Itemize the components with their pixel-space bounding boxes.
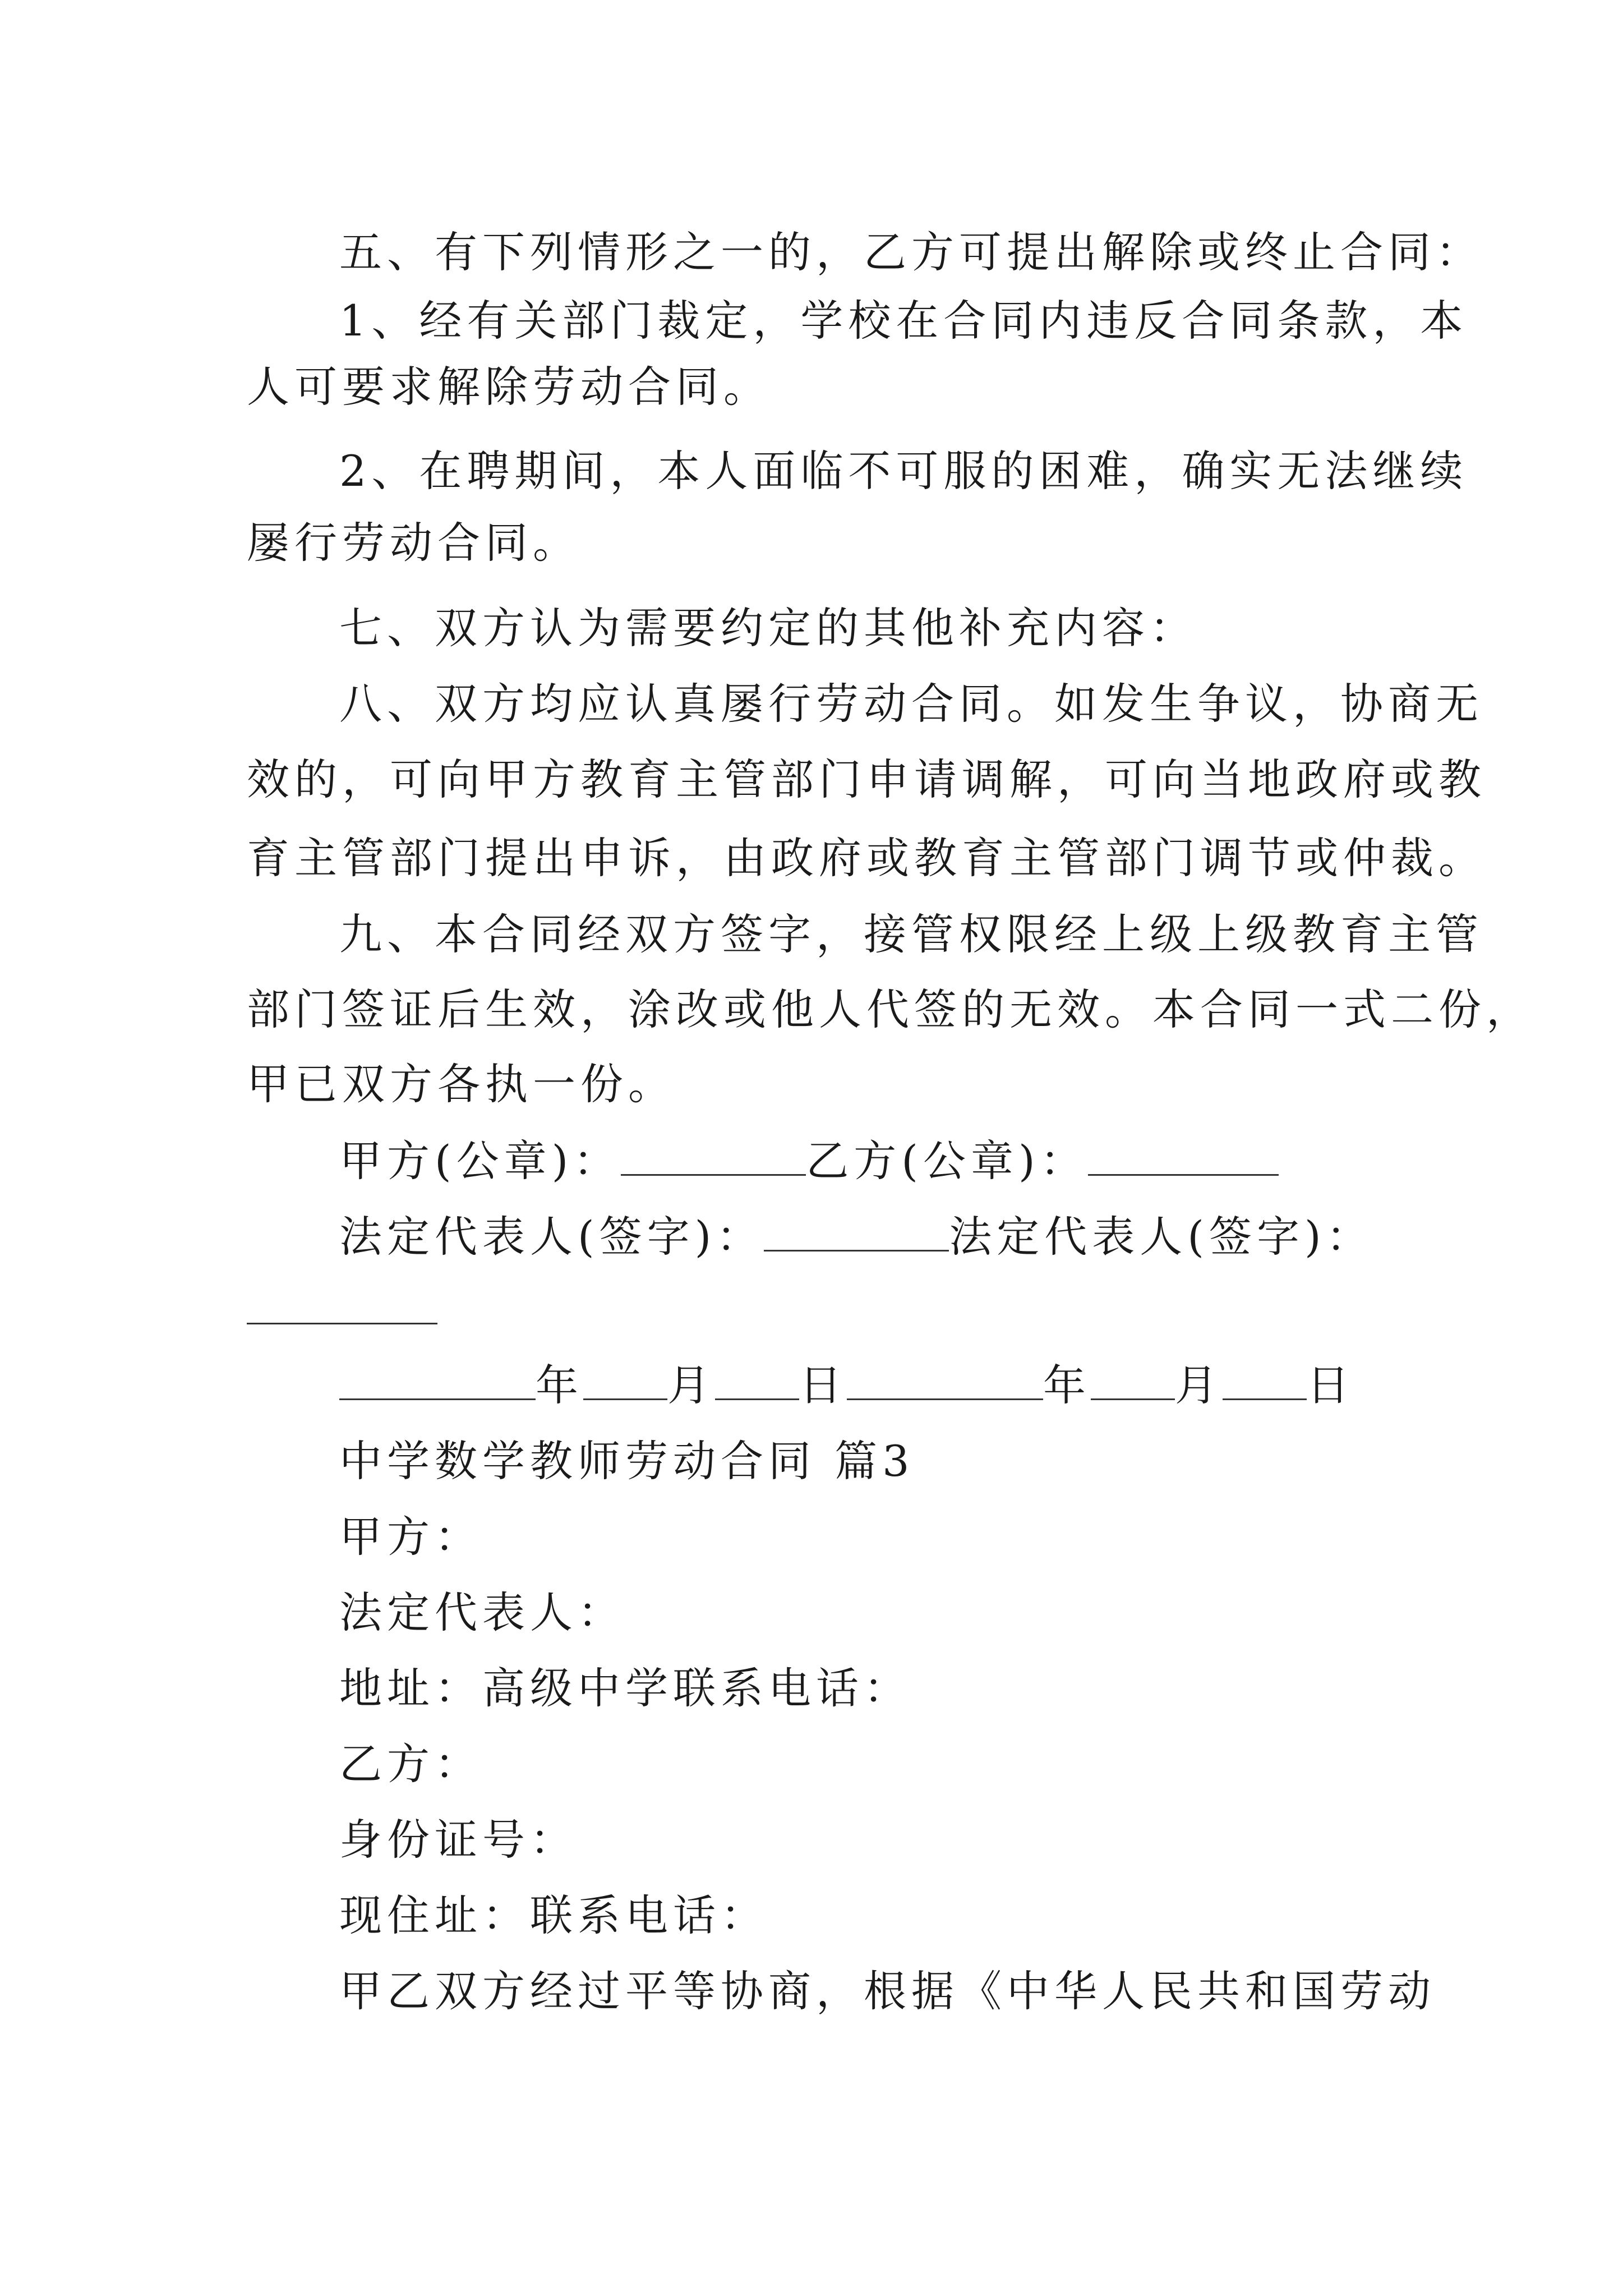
- party-a-seal-blank: [621, 1135, 806, 1176]
- clause-7: 七、双方认为需要约定的其他补充内容：: [339, 603, 1197, 653]
- date-line: [339, 1358, 1354, 1414]
- contract-3-party-a: 甲方：: [339, 1512, 482, 1562]
- clause-9-cont-1: 部门签证后生效，涂改或他人代签的无效。本合同一式二份，: [247, 984, 1534, 1034]
- party-a-seal-label: 甲方(公章)：: [339, 1136, 621, 1186]
- clause-5-item-1-cont: 人可要求解除劳动合同。: [247, 362, 771, 412]
- party-b-seal-blank: [1088, 1135, 1279, 1176]
- year-b-blank: [847, 1359, 1043, 1400]
- month-a-blank: [583, 1359, 667, 1400]
- clause-5-item-2-cont: 屡行劳动合同。: [247, 518, 580, 568]
- day-a-blank: [715, 1359, 799, 1400]
- clause-9: 九、本合同经双方签字，接管权限经上级上级教育主管: [339, 909, 1483, 959]
- year-b-label: 年: [1043, 1360, 1091, 1410]
- contract-3-title: 中学数学教师劳动合同 篇3: [339, 1436, 915, 1486]
- contract-3-party-b: 乙方：: [339, 1739, 482, 1789]
- month-b-label: 月: [1175, 1360, 1223, 1410]
- rep-b-label: 法定代表人(签字)：: [949, 1212, 1374, 1262]
- rep-b-blank: [247, 1323, 437, 1324]
- contract-3-intro: 甲乙双方经过平等协商，根据《中华人民共和国劳动: [339, 1966, 1436, 2016]
- month-a-label: 月: [667, 1360, 715, 1410]
- clause-9-cont-2: 甲已双方各执一份。: [247, 1059, 676, 1109]
- clause-5-heading: 五、有下列情形之一的，乙方可提出解除或终止合同：: [339, 227, 1483, 277]
- clause-5-item-2: 2、在聘期间，本人面临不可服的困难，确实无法继续: [339, 446, 1468, 496]
- rep-a-blank: [764, 1211, 949, 1251]
- clause-8-cont-2: 育主管部门提出申诉，由政府或教育主管部门调节或仲裁。: [247, 833, 1486, 883]
- day-b-blank: [1223, 1359, 1307, 1400]
- contract-3-id-number: 身份证号：: [339, 1815, 578, 1865]
- clause-8: 八、双方均应认真屡行劳动合同。如发生争议，协商无: [339, 679, 1483, 729]
- month-b-blank: [1091, 1359, 1175, 1400]
- party-b-seal-label: 乙方(公章)：: [806, 1136, 1088, 1186]
- rep-sign-line: [339, 1209, 1374, 1265]
- day-b-label: 日: [1307, 1360, 1354, 1410]
- seal-line: [339, 1133, 1279, 1189]
- contract-3-address: 地址：高级中学联系电话：: [339, 1663, 911, 1713]
- year-a-label: 年: [536, 1360, 583, 1410]
- clause-5-item-1: 1、经有关部门裁定，学校在合同内违反合同条款，本: [339, 296, 1468, 346]
- contract-3-current-address: 现住址：联系电话：: [339, 1890, 768, 1940]
- year-a-blank: [339, 1359, 536, 1400]
- contract-3-legal-rep: 法定代表人：: [339, 1588, 625, 1637]
- rep-a-label: 法定代表人(签字)：: [339, 1212, 764, 1262]
- clause-8-cont-1: 效的，可向甲方教育主管部门申请调解，可向当地政府或教: [247, 754, 1486, 804]
- day-a-label: 日: [799, 1360, 847, 1410]
